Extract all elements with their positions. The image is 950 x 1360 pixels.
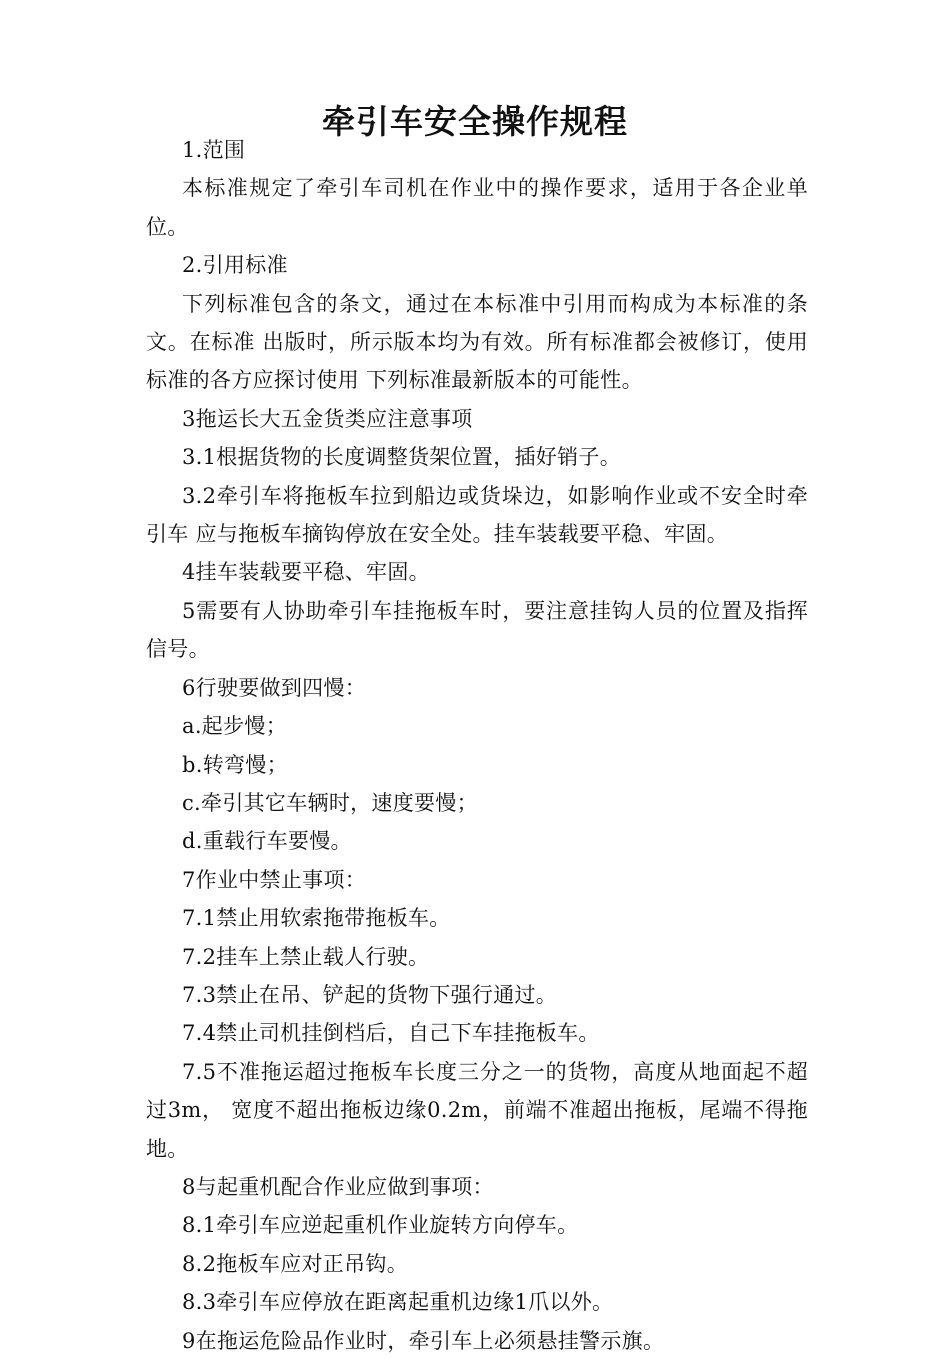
document-body xyxy=(146,131,808,1360)
document-title: 牵引车安全操作规程 xyxy=(322,102,628,142)
clause-item: 8.3牵引车应停放在距离起重机边缘1爪以外。 xyxy=(182,1290,614,1315)
list-item: b.转弯慢； xyxy=(182,752,288,777)
clause-item: 3.2牵引车将拖板车拉到船边或货垛边，如影响作业或不安全时牵引车 应与拖板车摘钩停放在安全处。挂车装载要平稳、牢固。 xyxy=(146,483,808,547)
clause-item: 7.5不准拖运超过拖板车长度三分之一的货物，高度从地面起不超过3m， 宽度不超出拖板边缘0.2m，前端不准超出拖板，尾端不得拖地。 xyxy=(146,1059,808,1161)
section-heading-four-slow: 6行驶要做到四慢： xyxy=(182,675,367,700)
clause-item: 7.1禁止用软索拖带拖板车。 xyxy=(182,906,451,931)
section-item: 9在拖运危险品作业时，牵引车上必须悬挂警示旗。 xyxy=(182,1328,665,1353)
section-heading-scope: 1.范围 xyxy=(182,138,246,162)
section-heading-crane-cooperation: 8与起重机配合作业应做到事项： xyxy=(182,1174,494,1199)
clause-item: 7.3禁止在吊、铲起的货物下强行通过。 xyxy=(182,982,558,1007)
clause-item: 8.2拖板车应对正吊钩。 xyxy=(182,1251,408,1276)
clause-item: 3.1根据货物的长度调整货架位置，插好销子。 xyxy=(182,445,621,470)
list-item: c.牵引其它车辆时，速度要慢； xyxy=(182,790,478,815)
section-heading-prohibitions: 7作业中禁止事项： xyxy=(182,867,367,892)
clause-item: 7.4禁止司机挂倒档后，自己下车挂拖板车。 xyxy=(182,1021,600,1046)
section-heading-references: 2.引用标准 xyxy=(182,253,288,278)
paragraph: 本标准规定了牵引车司机在作业中的操作要求，适用于各企业单位。 xyxy=(146,176,808,239)
section-item: 5需要有人协助牵引车挂拖板车时，要注意挂钩人员的位置及指挥信号。 xyxy=(146,598,808,662)
clause-item: 7.2挂车上禁止载人行驶。 xyxy=(182,944,430,969)
section-item: 4挂车装载要平稳、牢固。 xyxy=(182,560,430,585)
list-item: a.起步慢； xyxy=(182,714,287,739)
section-heading-long-cargo: 3拖运长大五金货类应注意事项 xyxy=(182,406,473,431)
paragraph: 下列标准包含的条文，通过在本标准中引用而构成为本标准的条文。在标准 出版时，所示版本均为有效。所有标准都会被修订，使用标准的各方应探讨使用 下列标准最新版本的可能性。 xyxy=(146,291,808,393)
list-item: d.重载行车要慢。 xyxy=(182,829,352,854)
clause-item: 8.1牵引车应逆起重机作业旋转方向停车。 xyxy=(182,1213,579,1238)
